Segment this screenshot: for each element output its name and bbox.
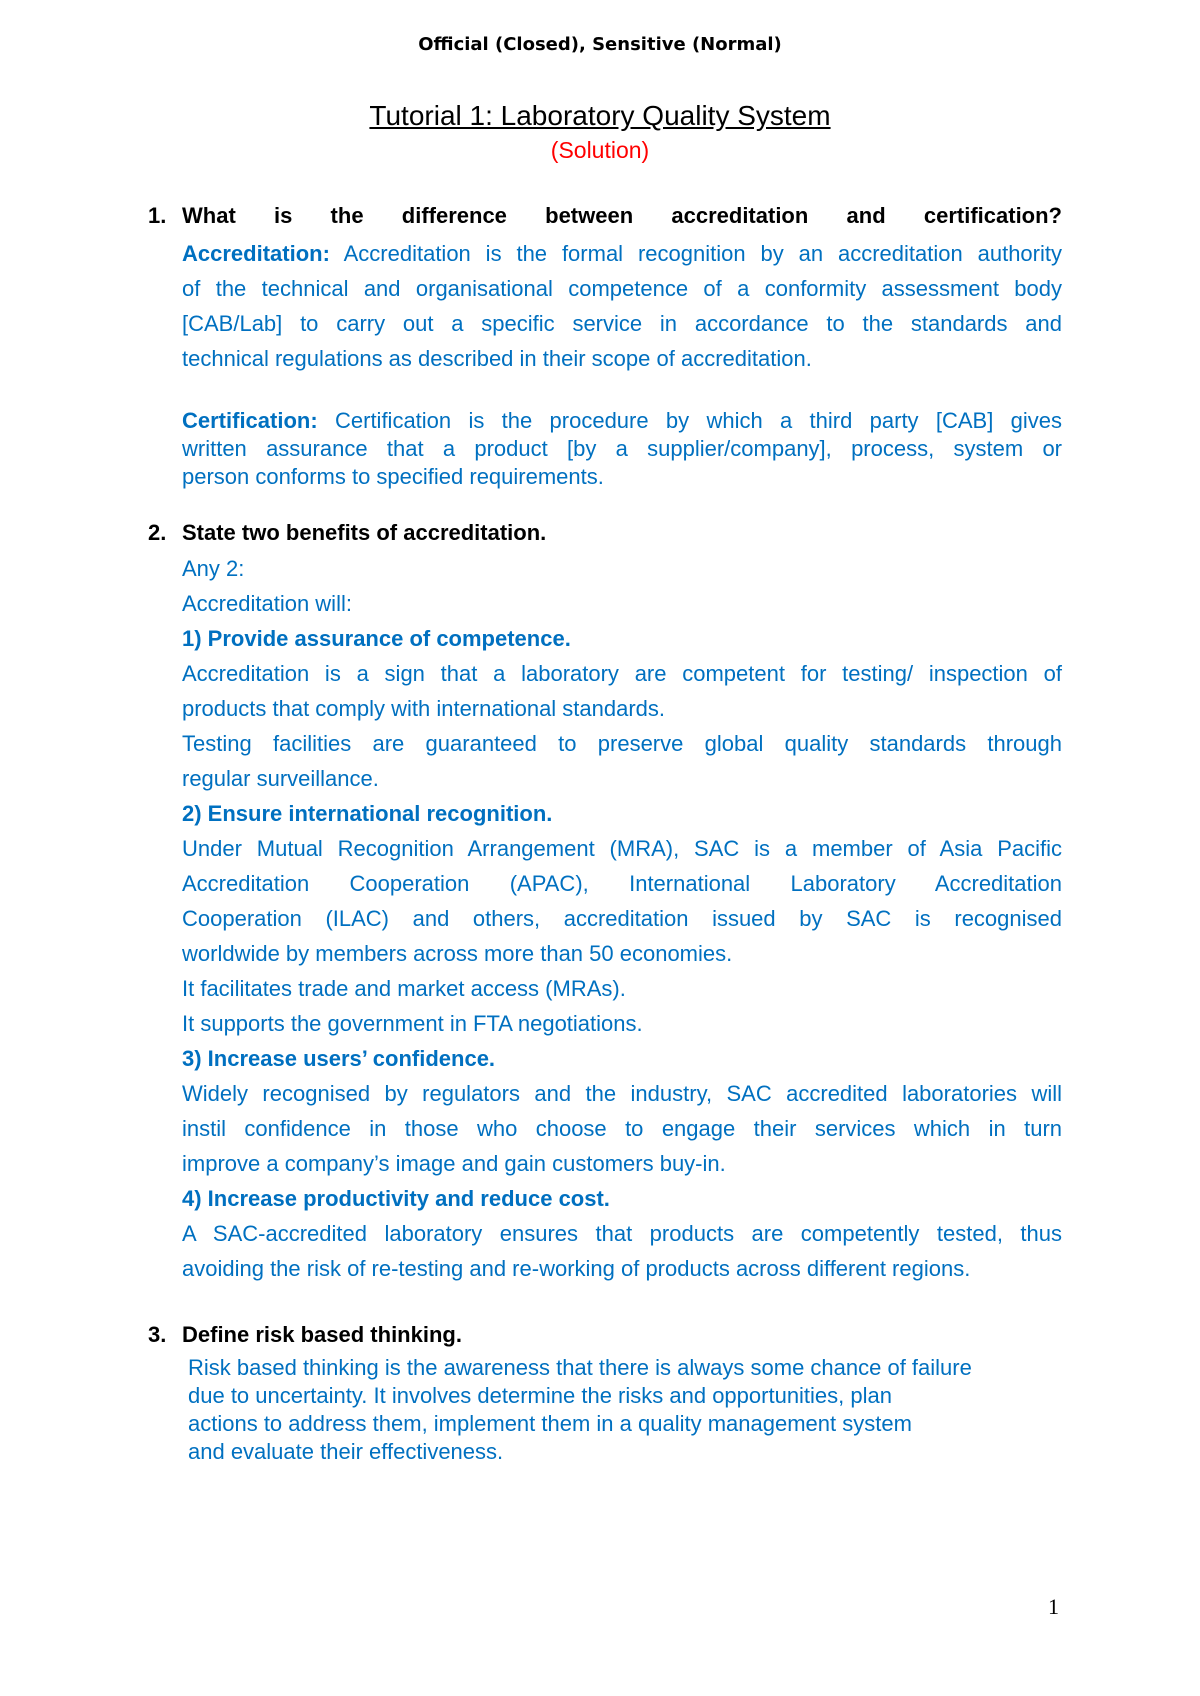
q2-answer	[182, 551, 1062, 1286]
q2-question: State two benefits of accreditation.	[182, 520, 547, 545]
benefit-3-heading: 3) Increase users’ confidence.	[182, 1046, 496, 1071]
benefit-4-line-1: A SAC-accredited laboratory ensures that products are competently tested, thus	[182, 1221, 1062, 1246]
q1-question-text: What is the difference between accreditation and certification?	[182, 203, 1062, 228]
benefit-2-line-2: Accreditation Cooperation (APAC), International Laboratory Accreditation	[182, 871, 1062, 896]
q2-number: 2.	[148, 520, 167, 545]
benefit-3-line-3: improve a company’s image and gain customers buy-in.	[182, 1151, 726, 1176]
q1-accreditation-line-3: [CAB/Lab] to carry out a specific service in accordance to the standards and	[182, 311, 1062, 336]
q1-accreditation-answer	[182, 236, 1062, 376]
q3-answer-line-2: due to uncertainty. It involves determine the risks and opportunities, plan	[188, 1383, 892, 1408]
benefit-1-heading: 1) Provide assurance of competence.	[182, 626, 571, 651]
benefit-2-line-6: It supports the government in FTA negotiations.	[182, 1011, 643, 1036]
benefit-2-heading: 2) Ensure international recognition.	[182, 801, 553, 826]
q1-question	[182, 203, 1062, 229]
benefit-4-line-2: avoiding the risk of re-testing and re-working of products across different regions.	[182, 1256, 971, 1281]
q3-answer-line-1: Risk based thinking is the awareness that there is always some chance of failure	[188, 1355, 972, 1380]
q1-certification-line-3: person conforms to specified requirements.	[182, 464, 604, 489]
q1-accreditation-line-4: technical regulations as described in their scope of accreditation.	[182, 346, 812, 371]
benefit-3-line-2: instil confidence in those who choose to engage their services which in turn	[182, 1116, 1062, 1141]
q3-answer	[188, 1354, 1068, 1466]
q3-answer-line-4: and evaluate their effectiveness.	[188, 1439, 504, 1464]
benefit-1-line-4: regular surveillance.	[182, 766, 379, 791]
q1-number: 1.	[148, 203, 167, 228]
q1-certification-answer	[182, 407, 1062, 491]
benefit-2-line-4: worldwide by members across more than 50 economies.	[182, 941, 733, 966]
accreditation-label: Accreditation:	[182, 241, 330, 266]
solution-subtitle: (Solution)	[550, 137, 650, 163]
q2-any: Any 2:	[182, 556, 245, 581]
q1-certification-line-2: written assurance that a product [by a supplier/company], process, system or	[182, 436, 1062, 461]
benefit-1-line-1: Accreditation is a sign that a laboratory are competent for testing/ inspection of	[182, 661, 1062, 686]
benefit-2-line-5: It facilitates trade and market access (MRAs).	[182, 976, 626, 1001]
q3-number: 3.	[148, 1322, 167, 1347]
benefit-1-line-2: products that comply with international standards.	[182, 696, 666, 721]
benefit-3-line-1: Widely recognised by regulators and the industry, SAC accredited laboratories will	[182, 1081, 1062, 1106]
q3-answer-line-3: actions to address them, implement them in a quality management system	[188, 1411, 912, 1436]
q1-accreditation-line-2: of the technical and organisational competence of a conformity assessment body	[182, 276, 1062, 301]
q3-question: Define risk based thinking.	[182, 1322, 462, 1347]
page-number: 1	[1048, 1594, 1059, 1619]
certification-label: Certification:	[182, 408, 318, 433]
q1-accreditation-line-1: Accreditation: Accreditation is the formal recognition by an accreditation authority	[182, 241, 1062, 266]
classification-header: Official (Closed), Sensitive (Normal)	[418, 34, 782, 55]
benefit-2-line-3: Cooperation (ILAC) and others, accreditation issued by SAC is recognised	[182, 906, 1062, 931]
q1-certification-line-1: Certification: Certification is the procedure by which a third party [CAB] gives	[182, 408, 1062, 433]
benefit-2-line-1: Under Mutual Recognition Arrangement (MRA), SAC is a member of Asia Pacific	[182, 836, 1062, 861]
benefit-1-line-3: Testing facilities are guaranteed to preserve global quality standards through	[182, 731, 1062, 756]
q2-intro: Accreditation will:	[182, 591, 352, 616]
page-title: Tutorial 1: Laboratory Quality System	[369, 100, 831, 131]
benefit-4-heading: 4) Increase productivity and reduce cost.	[182, 1186, 610, 1211]
